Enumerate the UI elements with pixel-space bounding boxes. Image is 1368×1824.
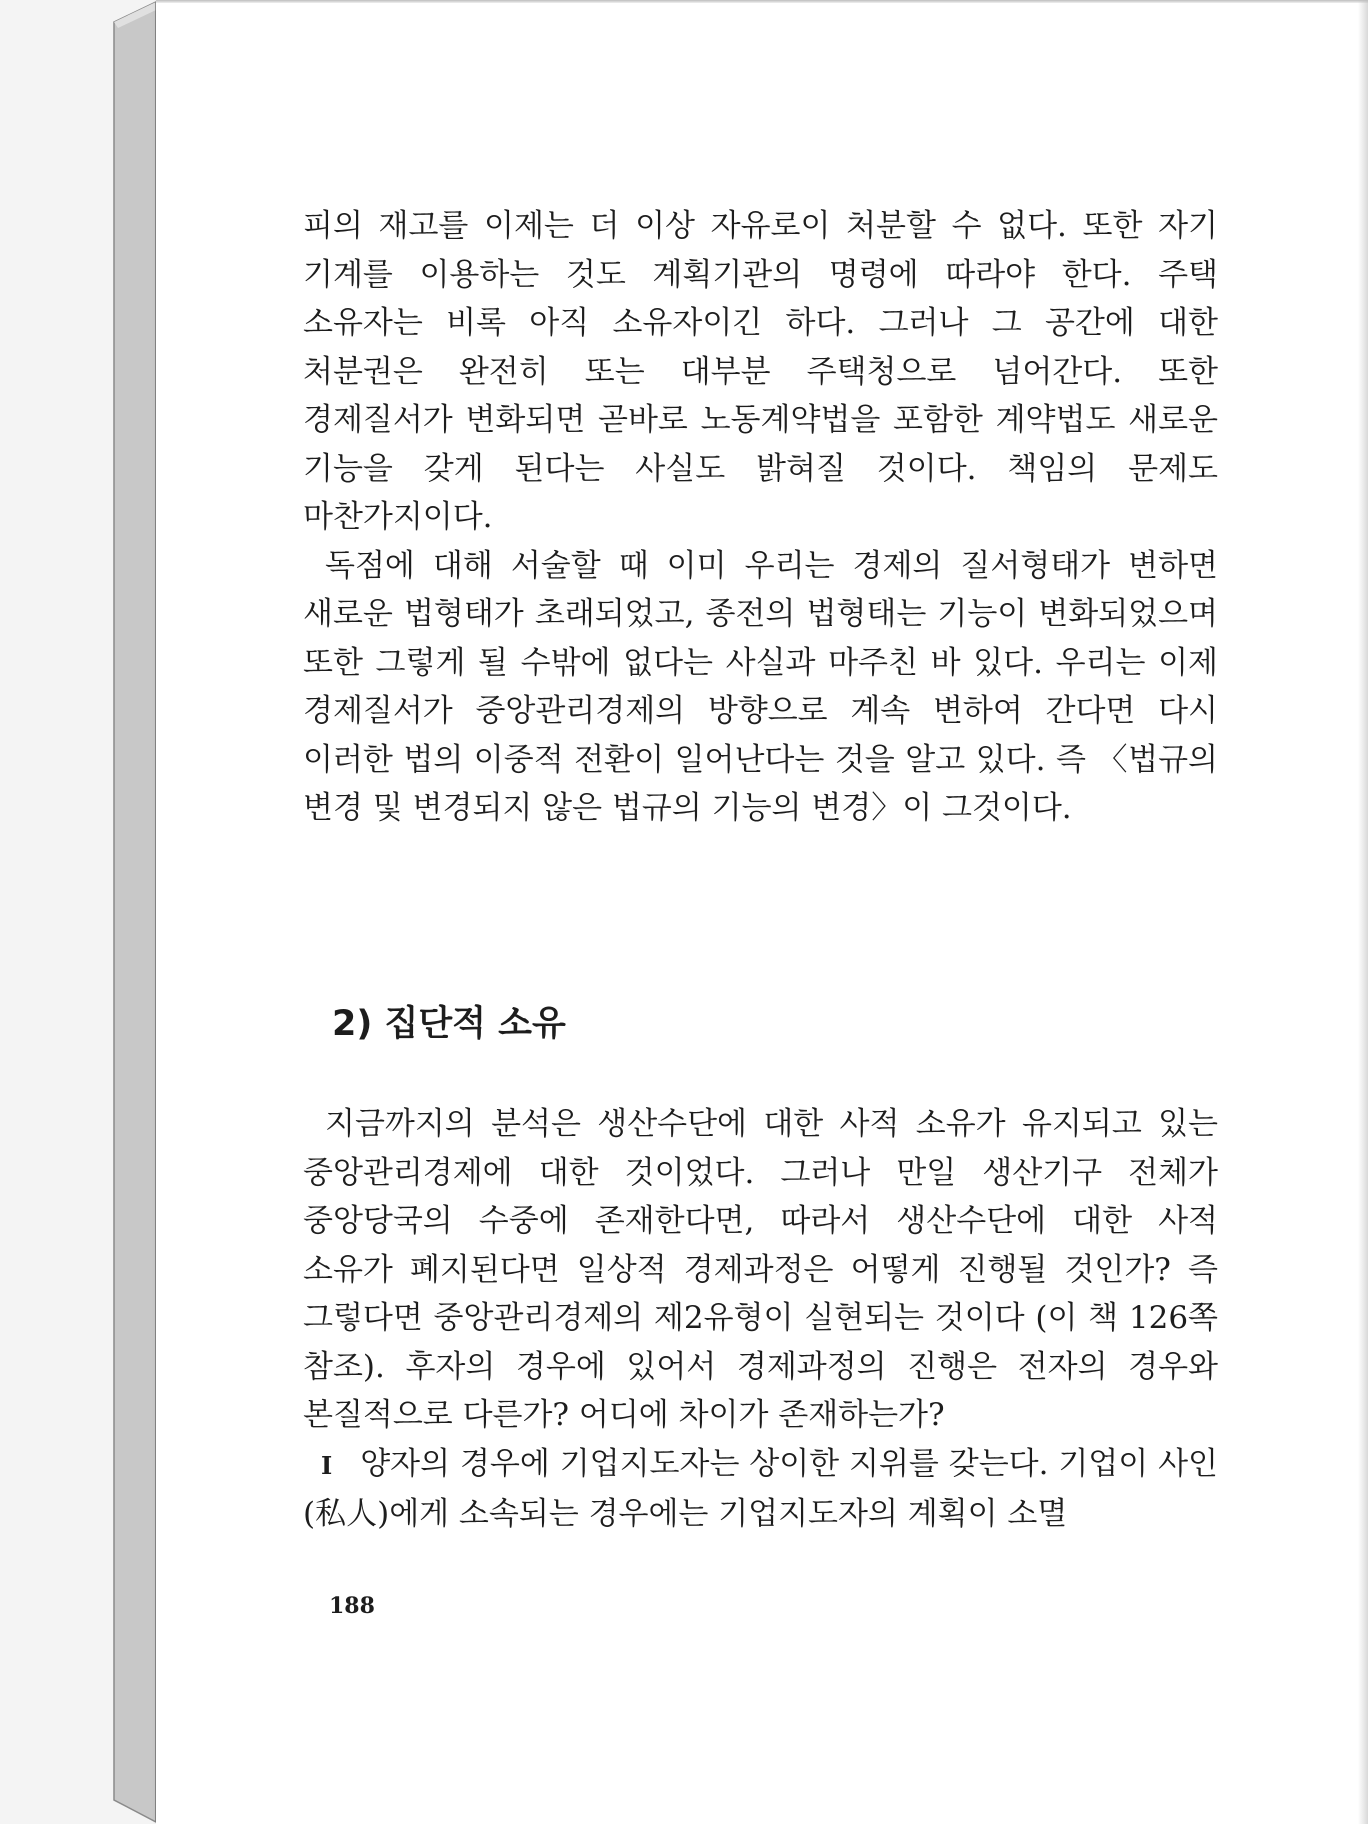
body-text-bottom — [303, 1100, 1218, 1539]
book-spine — [110, 0, 158, 1824]
body-text-top — [303, 202, 1218, 833]
section-heading: 2) 집단적 소유 — [332, 1004, 566, 1044]
page-top-edge — [156, 0, 1368, 3]
item-text: 양자의 경우에 기업지도자는 상이한 지위를 갖는다. 기업이 사인(私人)에게 소속되는 경우에는 기업지도자의 계획이 소멸 — [303, 1445, 1218, 1532]
numbered-item — [303, 1440, 1218, 1539]
paragraph-2: 독점에 대해 서술할 때 이미 우리는 경제의 질서형태가 변하면 새로운 법형태가 초래되었고, 종전의 법형태는 기능이 변화되었으며 또한 그렇게 될 수밖에 없다는 사실과 마주친 바 있다. 우리는 이제 경제질서가 중앙관리경제의 방향으로 계속 변하여 간다면 다시 이러한 법의 이중적 전환이 일어난다는 것을 알고 있다. 즉 〈법규의 변경 및 변경되지 않은 법규의 기능의 변경〉이 그것이다. — [303, 547, 1218, 826]
paragraph-3: 지금까지의 분석은 생산수단에 대한 사적 소유가 유지되고 있는 중앙관리경제에 대한 것이었다. 그러나 만일 생산기구 전체가 중앙당국의 수중에 존재한다면, 따라서 생산수단에 대한 사적 소유가 폐지된다면 일상적 경제과정은 어떻게 진행될 것인가? 즉 그렇다면 중앙관리경제의 제2유형이 실현되는 것이다 (이 책 126쪽 참조). 후자의 경우에 있어서 경제과정의 진행은 전자의 경우와 본질적으로 다른가? 어디에 차이가 존재하는가? — [303, 1106, 1218, 1433]
page-right-edge — [1358, 0, 1368, 1824]
page-number: 188 — [329, 1593, 375, 1619]
item-marker: I — [321, 1450, 333, 1480]
paragraph-1: 피의 재고를 이제는 더 이상 자유로이 처분할 수 없다. 또한 자기 기계를 이용하는 것도 계획기관의 명령에 따라야 한다. 주택 소유자는 비록 아직 소유자이긴 하다. 그러나 그 공간에 대한 처분권은 완전히 또는 대부분 주택청으로 넘어간다. 또한 경제질서가 변화되면 곧바로 노동계약법을 포함한 계약법도 새로운 기능을 갖게 된다는 사실도 밝혀질 것이다. 책임의 문제도 마찬가지이다. — [303, 208, 1218, 535]
